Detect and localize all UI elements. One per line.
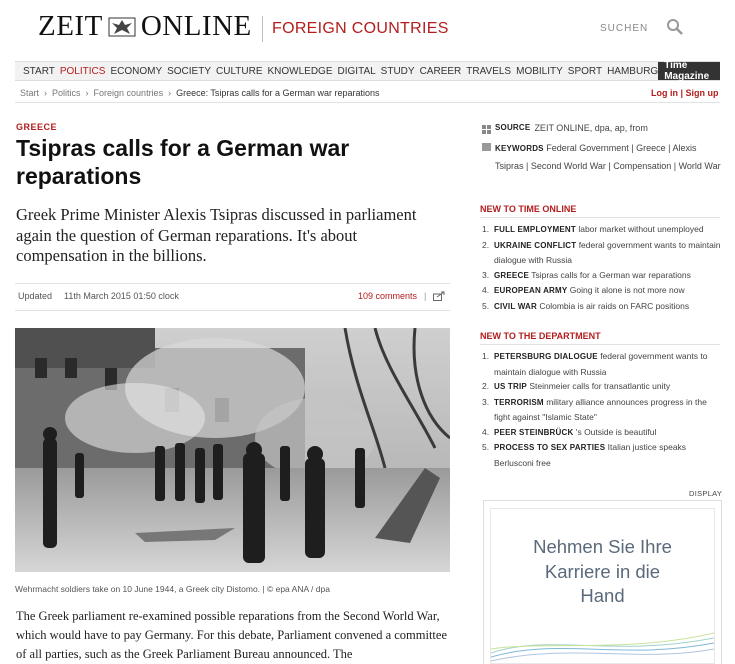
article-photo[interactable] xyxy=(15,328,450,572)
breadcrumb-sep: › xyxy=(44,88,48,98)
breadcrumb-sep: › xyxy=(168,88,172,98)
list-item[interactable] xyxy=(482,299,722,315)
list-item-text: federal government wants to maintain dialogue with Russia xyxy=(494,351,708,377)
nav-item-career[interactable]: CAREER xyxy=(419,65,462,77)
nav-items xyxy=(15,66,658,77)
share-icon[interactable] xyxy=(433,291,445,301)
list-item-body xyxy=(494,222,704,238)
article-lead: Greek Prime Minister Alexis Tsipras discussed in parliament again the question of German reparations. It's about compensation in the billions. xyxy=(16,205,417,265)
login-link[interactable]: Log in | Sign up xyxy=(651,88,719,98)
nav-item-hamburg[interactable]: HAMBURG xyxy=(607,65,659,77)
list-item-text: Steinmeier calls for transatlantic unity xyxy=(529,381,671,391)
list-item-number: 5. xyxy=(482,442,490,452)
list-item-body xyxy=(494,440,722,470)
divider xyxy=(480,217,720,218)
nav-item-society[interactable]: SOCIETY xyxy=(167,65,212,77)
list-item-body xyxy=(494,349,722,379)
article-headline: Tsipras calls for a German war reparations xyxy=(16,135,350,189)
new-to-dept-heading: NEW TO THE DEPARTMENT xyxy=(480,331,601,341)
list-item[interactable] xyxy=(482,238,722,268)
breadcrumb-current: Greece: Tsipras calls for a German war reparations xyxy=(176,88,380,98)
nav-item-economy[interactable]: ECONOMY xyxy=(110,65,163,77)
list-item-number: 1. xyxy=(482,351,490,361)
nav-item-culture[interactable]: CULTURE xyxy=(216,65,263,77)
list-item-body xyxy=(494,395,722,425)
search-icon[interactable] xyxy=(666,18,684,36)
article-date: 11th March 2015 01:50 clock xyxy=(64,291,179,301)
list-item-body xyxy=(494,268,691,284)
list-item-number: 5. xyxy=(482,300,490,311)
article-kicker[interactable]: GREECE xyxy=(16,122,58,132)
nav-item-travels[interactable]: TRAVELS xyxy=(466,65,512,77)
nav-item-knowledge[interactable]: KNOWLEDGE xyxy=(267,65,333,77)
list-item-tag: UKRAINE CONFLICT xyxy=(494,240,577,250)
photo-caption: Wehrmacht soldiers take on 10 June 1944, a Greek city Distomo. | © epa ANA / dpa xyxy=(15,584,330,594)
keywords-row xyxy=(482,140,722,174)
list-item-text: 's Outside is beautiful xyxy=(575,426,657,437)
ad-wave-graphic xyxy=(491,623,714,663)
list-item-text: Italian justice speaks Berlusconi free xyxy=(494,442,687,468)
list-item[interactable] xyxy=(482,395,722,425)
nav-item-sport[interactable]: SPORT xyxy=(567,65,603,77)
list-item-body xyxy=(494,379,670,395)
list-item-text: Tsipras calls for a German war reparations xyxy=(531,269,691,280)
list-item-tag: CIVIL WAR xyxy=(494,301,537,311)
breadcrumb-politics[interactable]: Politics xyxy=(52,88,81,98)
list-item-number: 4. xyxy=(482,285,490,295)
list-item[interactable] xyxy=(482,379,722,395)
keywords-value[interactable]: Federal Government | Greece | Alexis Tsipras | Second World War | Compensation | World War xyxy=(495,143,721,171)
list-item-tag: PROCESS TO SEX PARTIES xyxy=(494,443,606,452)
logo-right: ONLINE xyxy=(140,10,252,42)
list-item-number: 3. xyxy=(482,396,490,407)
list-item-tag: TERRORISM xyxy=(494,397,544,407)
article-meta xyxy=(18,291,179,301)
list-item-text: military alliance announces progress in the fight against "Islamic State" xyxy=(494,396,707,422)
comments-area xyxy=(358,291,445,301)
folder-icon xyxy=(482,142,491,151)
list-item-body xyxy=(494,283,685,299)
list-item[interactable] xyxy=(482,222,722,238)
nav-item-start[interactable]: START xyxy=(23,65,55,77)
comments-separator: | xyxy=(424,291,427,301)
list-item[interactable] xyxy=(482,425,722,441)
list-item-body xyxy=(494,425,656,441)
new-to-time-list xyxy=(482,222,722,314)
grid-icon xyxy=(482,125,491,134)
new-to-time-heading: NEW TO TIME ONLINE xyxy=(480,204,577,214)
section-title[interactable]: FOREIGN COUNTRIES xyxy=(272,20,449,37)
list-item-tag: PEER STEINBRÜCK xyxy=(494,427,574,437)
list-item-tag: US TRIP xyxy=(494,382,527,391)
logo-left: ZEIT xyxy=(38,10,103,42)
breadcrumb-foreign[interactable]: Foreign countries xyxy=(93,88,164,98)
divider xyxy=(15,310,450,311)
ad-banner[interactable] xyxy=(483,500,722,664)
divider xyxy=(480,344,720,345)
list-item-tag: FULL EMPLOYMENT xyxy=(494,225,576,234)
search-label[interactable]: SUCHEN xyxy=(600,23,649,34)
list-item-text: Colombia is air raids on FARC positions xyxy=(539,300,690,311)
nav-item-study[interactable]: STUDY xyxy=(380,65,415,77)
nav-item-digital[interactable]: DIGITAL xyxy=(337,65,376,77)
photo-illustration xyxy=(15,328,450,572)
time-magazine-button[interactable]: Time Magazine xyxy=(658,62,720,80)
article-body: The Greek parliament re-examined possible reparations from the Second World War, which would have to pay Germany. For this debate, Parliament convened a committee of all parties, such as the Greek Parliament Bureau announced. The xyxy=(16,609,448,661)
header-divider xyxy=(262,16,263,42)
nav-item-mobility[interactable]: MOBILITY xyxy=(516,65,563,77)
list-item-number: 1. xyxy=(482,224,490,234)
comments-link[interactable]: 109 comments xyxy=(358,291,418,301)
divider xyxy=(15,102,720,103)
ad-inner xyxy=(490,508,715,664)
list-item-tag: PETERSBURG DIALOGUE xyxy=(494,352,598,361)
list-item-number: 3. xyxy=(482,269,490,280)
list-item-text: labor market without unemployed xyxy=(578,224,704,234)
display-label: DISPLAY xyxy=(689,489,723,498)
list-item-tag: EUROPEAN ARMY xyxy=(494,286,568,295)
list-item[interactable] xyxy=(482,268,722,284)
breadcrumb xyxy=(20,88,380,98)
source-label: SOURCE xyxy=(495,123,531,132)
list-item[interactable] xyxy=(482,283,722,299)
eagle-icon xyxy=(107,16,137,38)
list-item-tag: GREECE xyxy=(494,270,529,280)
updated-label: Updated xyxy=(18,291,53,301)
list-item-text: federal government wants to maintain dialogue with Russia xyxy=(494,239,721,265)
main-nav xyxy=(15,61,720,81)
keywords-label: KEYWORDS xyxy=(495,144,544,153)
breadcrumb-start[interactable]: Start xyxy=(20,88,40,98)
divider xyxy=(15,283,450,284)
new-to-dept-list xyxy=(482,349,722,470)
site-logo[interactable] xyxy=(38,10,252,43)
list-item-number: 4. xyxy=(482,426,490,437)
source-value: ZEIT ONLINE, dpa, ap, from xyxy=(534,123,648,133)
breadcrumb-sep: › xyxy=(85,88,89,98)
list-item-body xyxy=(494,299,689,315)
list-item-text: Going it alone is not more now xyxy=(569,285,685,295)
list-item-number: 2. xyxy=(482,381,490,391)
list-item-number: 2. xyxy=(482,239,490,250)
list-item[interactable] xyxy=(482,440,722,470)
source-row xyxy=(482,123,648,134)
list-item[interactable] xyxy=(482,349,722,379)
list-item-body xyxy=(494,238,722,268)
nav-item-politics[interactable]: POLITICS xyxy=(59,65,106,77)
ad-text: Nehmen Sie Ihre Karriere in die Hand xyxy=(533,536,672,606)
